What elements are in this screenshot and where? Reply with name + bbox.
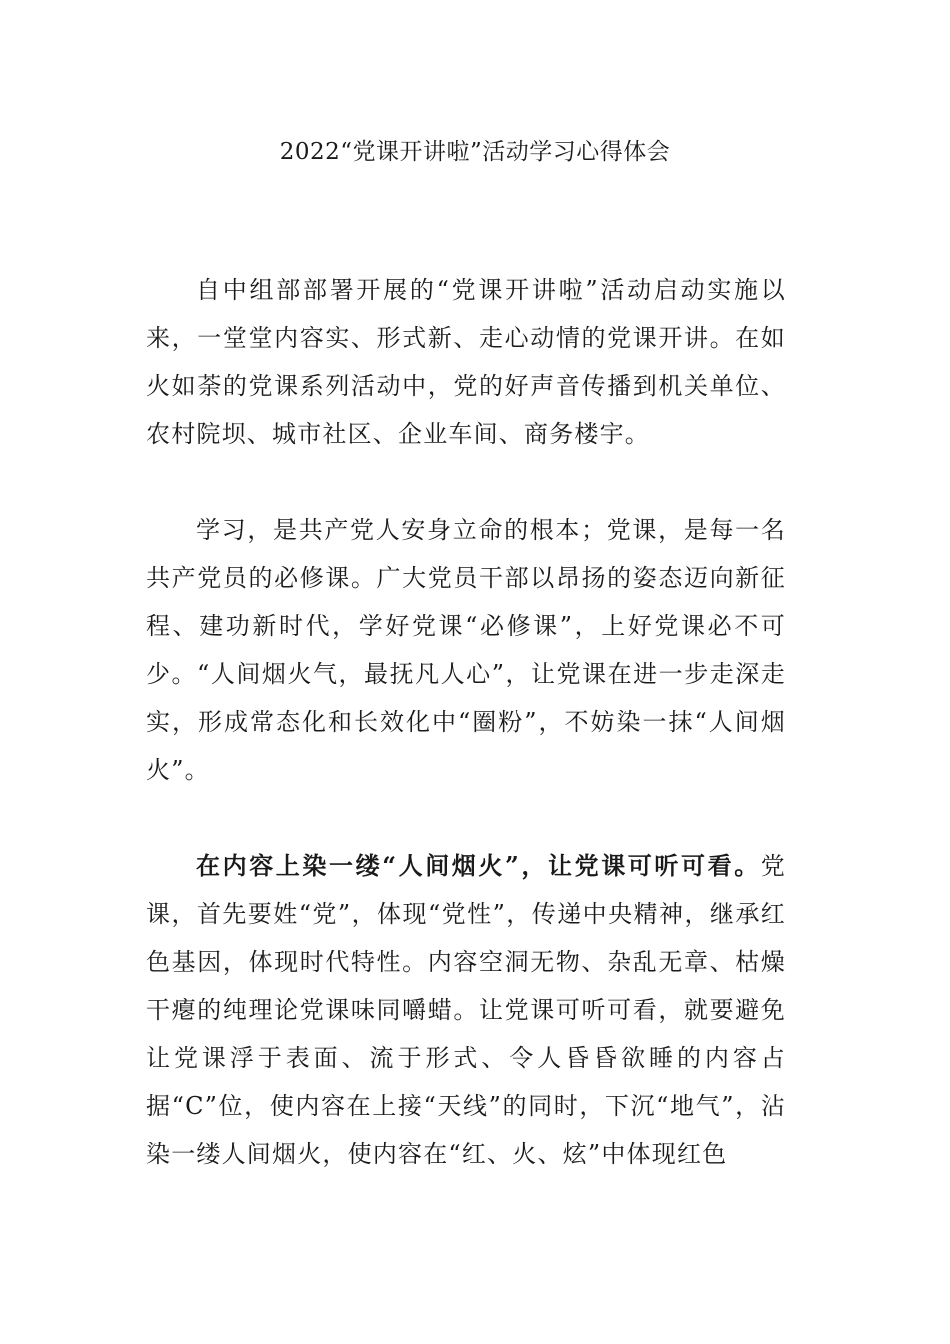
document-body (146, 266, 786, 1226)
paragraph-lead: 在内容上染一缕“人间烟火”，让党课可听可看。 (196, 851, 761, 880)
paragraph-text: 学习，是共产党人安身立命的根本；党课，是每一名共产党员的必修课。广大党员干部以昂扬的姿态迈向新征程、建功新时代，学好党课“必修课”，上好党课必不可少。“人间烟火气，最抚凡人心”，让党课在进一步走深走实，形成常态化和长效化中“圈粉”，不妨染一抹“人间烟火”。 (146, 516, 786, 784)
paragraph-1 (146, 266, 786, 458)
paragraph-text: 自中组部部署开展的“党课开讲啦”活动启动实施以来，一堂堂内容实、形式新、走心动情的党课开讲。在如火如荼的党课系列活动中，党的好声音传播到机关单位、农村院坝、城市社区、企业车间、商务楼宇。 (146, 276, 786, 448)
paragraph-text: 党课，首先要姓“党”，体现“党性”，传递中央精神，继承红色基因，体现时代特性。内容空洞无物、杂乱无章、枯燥干瘪的纯理论党课味同嚼蜡。让党课可听可看，就要避免让党课浮于表面、流于形式、令人昏昏欲睡的内容占据“C”位，使内容在上接“天线”的同时，下沉“地气”，沾染一缕人间烟火，使内容在“红、火、炫”中体现红色 (146, 852, 786, 1168)
paragraph-3 (146, 842, 786, 1178)
paragraph-2 (146, 506, 786, 794)
document-title: 2022“党课开讲啦”活动学习心得体会 (279, 139, 671, 165)
